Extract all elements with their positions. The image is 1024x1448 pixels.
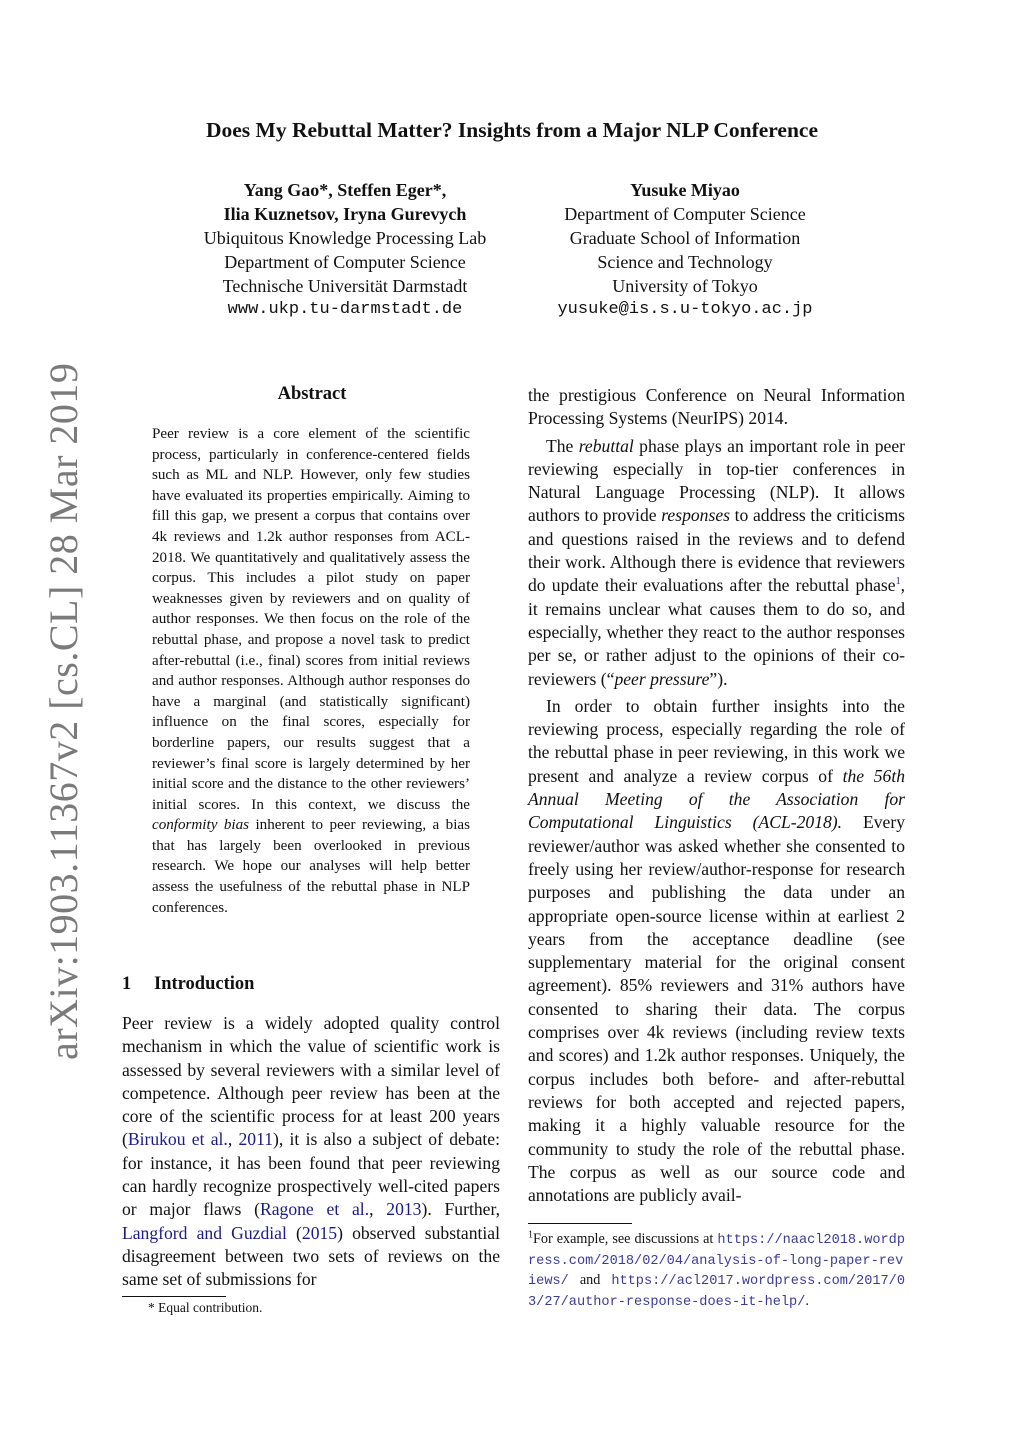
affiliation-line: Department of Computer Science bbox=[224, 252, 466, 272]
section-heading-introduction: 1 Introduction bbox=[122, 974, 255, 994]
author-block-left bbox=[170, 178, 520, 322]
citation-link[interactable]: Birukou et al. bbox=[127, 1129, 228, 1150]
footnote-url-link[interactable]: https://acl2017.wordpress.com/2017/03/27/author-response-does-it-help/ bbox=[528, 1274, 906, 1310]
paragraph: the prestigious Conference on Neural Information Processing Systems (NeurIPS) 2014. bbox=[528, 385, 905, 429]
footnote-divider bbox=[528, 1223, 632, 1224]
emphasis: conformity bias bbox=[152, 817, 250, 834]
citation-link[interactable]: Ragone et al. bbox=[260, 1199, 370, 1220]
paragraph: The rebuttal phase plays an important role in peer reviewing especially in top-tier conferences in Natural Language Processing (NLP). It allows authors to provide responses to address the criticisms and questions raised in the reviews and to defend their work. Although there is evidence that reviewers do update their evaluations after the rebuttal phase$^1$, it remains unclear what causes them to do so, and especially, whether they react to the author responses per se, or rather adjust to the opinions of their co-reviewers (“peer pressure”). bbox=[528, 435, 906, 689]
abstract-body: Peer review is a core element of the scientific process, particularly in conference-centered fields such as ML and NLP. However, only few studies have evaluated its properties empirically. Aiming to fill this gap, we present a corpus that contains over 4k reviews and 1.2k author responses from ACL-2018. We quantitatively and qualitatively assess the corpus. This includes a pilot study on paper weaknesses given by reviewers and on quality of author responses. We then focus on the role of the rebuttal phase, and propose a novel task to predict after-rebuttal (i.e., final) scores from initial reviews and author responses. Although author responses do have a marginal (and statistically significant) influence on the final scores, especially for borderline papers, our results suggest that a reviewer’s final score is largely determined by her initial score and the distance to the other reviewers’ initial scores. In this context, we discuss the conformity bias inherent to peer reviewing, a bias that has largely been overlooked in previous research. We hope our analyses will help better assess the usefulness of the rebuttal phase in NLP conferences. bbox=[152, 426, 470, 916]
affiliation-line: Ubiquitous Knowledge Processing Lab bbox=[203, 228, 487, 248]
footnote-1: $^1$For example, see discussions at https://naacl2018.wordpress.com/2018/02/04/analysis-of-long-paper-reviews/ and https://acl2017.wordpress.com/2017/03/27/author-response-does-it-help/. bbox=[528, 1229, 906, 1310]
footnote-equal-contribution: * Equal contribution. bbox=[148, 1300, 263, 1315]
affiliation-line: Department of Computer Science bbox=[564, 204, 806, 224]
citation-year-link[interactable]: 2015 bbox=[301, 1222, 338, 1243]
footnote-url-link[interactable]: https://naacl2018.wordpress.com/2018/02/04/analysis-of-long-paper-reviews/ bbox=[528, 1233, 905, 1290]
affiliation-line: Graduate School of Information bbox=[569, 228, 801, 248]
footnote-divider bbox=[122, 1296, 226, 1297]
affiliation-url: www.ukp.tu-darmstadt.de bbox=[227, 300, 463, 319]
footnote-marker[interactable]: 1 bbox=[895, 576, 901, 588]
author-email: yusuke@is.s.u-tokyo.ac.jp bbox=[557, 300, 813, 319]
paragraph: In order to obtain further insights into the reviewing process, especially regarding the role of the rebuttal phase in peer reviewing, in this work we present and analyze a review corpus of the 56th Annual Meeting of the Association for Computational Linguistics (ACL-2018). Every reviewer/author was asked whether she consented to freely using her review/author-response for research purposes and publishing the data under an appropriate open-source license within at earliest 2 years from the acceptance deadline (see supplementary material for the original consent agreement). 85% reviewers and 31% authors have consented to sharing their data. The corpus comprises over 4k reviews (including review texts and scores) and 1.2k author responses. Uniquely, the corpus includes both before- and after-rebuttal reviews for both accepted and rejected papers, making it a highly valuable resource for the community to study the role of the rebuttal phase. The corpus as well as our source code and annotations are publicly avail- bbox=[528, 695, 905, 1206]
author-name: Yusuke Miyao bbox=[630, 180, 740, 200]
arxiv-side-stamp: arXiv:1903.11367v2 [cs.CL] 28 Mar 2019 bbox=[41, 362, 86, 1060]
author-names-line1: Yang Gao*, Steffen Eger*, bbox=[243, 180, 447, 200]
intro-paragraph-left: Peer review is a widely adopted quality control mechanism in which the value of scientific work is assessed by several reviewers with a similar level of competence. Although peer review has been at the core of the scientific process for at least 200 years (Birukou et al., 2011), it is also a subject of debate: for instance, it has been found that peer reviewing can hardly recognize prospectively well-cited papers or major flaws (Ragone et al., 2013). Further, Langford and Guzdial (2015) observed substantial disagreement between two sets of reviews on the same set of submissions for bbox=[122, 1013, 501, 1290]
citation-link[interactable]: Langford and Guzdial bbox=[122, 1222, 287, 1243]
intro-column-right bbox=[528, 384, 905, 1207]
author-names-line2: Ilia Kuznetsov, Iryna Gurevych bbox=[223, 204, 467, 224]
author-block-right bbox=[520, 178, 850, 322]
affiliation-line: Science and Technology bbox=[597, 252, 773, 272]
citation-year-link[interactable]: 2011 bbox=[238, 1129, 274, 1150]
abstract-heading: Abstract bbox=[277, 384, 347, 404]
affiliation-line: Technische Universität Darmstadt bbox=[222, 276, 468, 296]
paper-title: Does My Rebuttal Matter? Insights from a Major NLP Conference bbox=[205, 118, 819, 142]
affiliation-line: University of Tokyo bbox=[612, 276, 758, 296]
citation-year-link[interactable]: 2013 bbox=[386, 1199, 422, 1220]
